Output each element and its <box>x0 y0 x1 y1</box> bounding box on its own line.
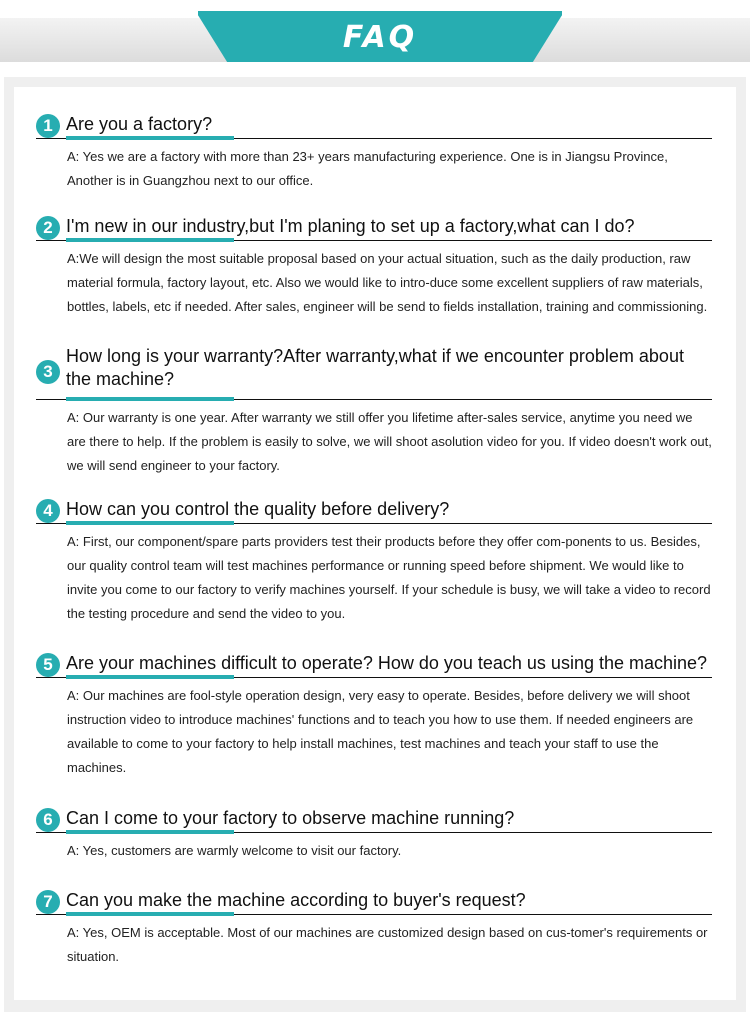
faq-answer: A:We will design the most suitable proposal based on your actual situation, such as the daily production, raw material formula, factory layout, etc. Also we would like to intro-duce some excellent suppliers of raw materials, bottles, labels, etc if needed. After sales, engineer will be send to fields installation, training and commissioning. <box>67 251 708 314</box>
faq-question: How long is your warranty?After warranty,what if we encounter problem about the machine? <box>66 346 684 389</box>
faq-question: Can I come to your factory to observe machine running? <box>66 808 515 828</box>
number-badge-icon: 1 <box>36 114 60 138</box>
faq-answer: A: Yes, OEM is acceptable. Most of our machines are customized design based on cus-tomer's requirements or situation. <box>67 925 708 964</box>
faq-item <box>36 889 712 969</box>
faq-item <box>36 498 712 626</box>
faq-item <box>36 113 712 193</box>
faq-question: Can you make the machine according to buyer's request? <box>66 890 526 910</box>
faq-answer: A: Our machines are fool-style operation design, very easy to operate. Besides, before delivery we will shoot instruction video to introduce machines' functions and to teach you how to use them. If needed engineers are available to come to your factory to help install machines, test machines and teach your staff to use the machines. <box>67 688 694 775</box>
number-badge-icon: 3 <box>36 360 60 384</box>
faq-question: I'm new in our industry,but I'm planing to set up a factory,what can I do? <box>66 216 635 236</box>
faq-question: How can you control the quality before delivery? <box>66 499 450 519</box>
faq-answer: A: Yes we are a factory with more than 23+ years manufacturing experience. One is in Jiangsu Province, Another is in Guangzhou next to our office. <box>67 149 668 188</box>
faq-answer: A: First, our component/spare parts providers test their products before they offer com-ponents to us. Besides, our quality control team will test machines performance or running speed before shipment. We would like to invite you come to our factory to verify machines yourself. If your schedule is busy, we will take a video to record the testing procedure and send the video to you. <box>67 534 711 621</box>
faq-answer: A: Yes, customers are warmly welcome to visit our factory. <box>67 843 402 858</box>
number-badge-icon: 7 <box>36 890 60 914</box>
faq-item <box>36 652 712 780</box>
number-badge-icon: 2 <box>36 216 60 240</box>
faq-answer: A: Our warranty is one year. After warranty we still offer you lifetime after-sales service, anytime you need we are there to help. If the problem is easily to solve, we will shoot asolution video for you. If video doesn't work out, we will send engineer to your factory. <box>67 410 712 473</box>
faq-question: Are your machines difficult to operate? How do you teach us using the machine? <box>66 653 708 673</box>
faq-item <box>36 807 712 863</box>
faq-item <box>36 215 712 319</box>
number-badge-icon: 6 <box>36 808 60 832</box>
number-badge-icon: 5 <box>36 653 60 677</box>
page-title: FAQ <box>342 20 418 55</box>
faq-item <box>36 345 712 478</box>
number-badge-icon: 4 <box>36 499 60 523</box>
faq-question: Are you a factory? <box>66 114 213 134</box>
